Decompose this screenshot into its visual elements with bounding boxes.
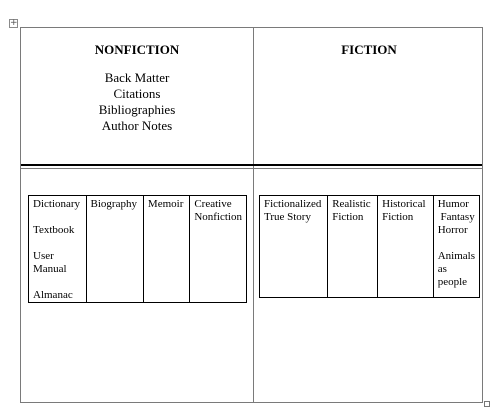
fiction-types-table bbox=[259, 195, 480, 298]
nonfiction-col-memoir bbox=[143, 196, 189, 303]
row-divider-thick bbox=[21, 164, 482, 166]
cell-text: Horror bbox=[437, 224, 468, 236]
cell-text: Historical bbox=[382, 198, 426, 210]
row-divider-thin bbox=[21, 168, 482, 169]
fiction-col-realistic bbox=[328, 196, 378, 298]
nonfiction-item: Citations bbox=[113, 86, 161, 101]
fiction-heading: FICTION bbox=[341, 42, 397, 57]
cell-text: Almanac bbox=[33, 289, 73, 301]
nonfiction-col-reference bbox=[29, 196, 87, 303]
table-move-handle-icon[interactable]: + bbox=[10, 18, 18, 28]
cell-text: Realistic bbox=[332, 198, 371, 210]
cell-text: Fiction bbox=[332, 211, 364, 223]
cell-text: Manual bbox=[33, 263, 67, 275]
cell-text: Biography bbox=[90, 198, 137, 210]
outer-table bbox=[20, 27, 483, 403]
cell-text: Textbook bbox=[33, 224, 75, 236]
cell-text: Memoir bbox=[147, 198, 184, 210]
cell-text: User bbox=[33, 250, 54, 262]
fiction-col-fictionalized bbox=[260, 196, 328, 298]
table-resize-handle[interactable] bbox=[484, 401, 490, 407]
cell-text: Fiction bbox=[382, 211, 414, 223]
cell-text: Creative bbox=[194, 198, 232, 210]
nonfiction-types-table bbox=[28, 195, 247, 303]
fiction-col-historical bbox=[378, 196, 434, 298]
fiction-header-cell bbox=[254, 42, 484, 70]
nonfiction-col-creative bbox=[190, 196, 247, 303]
cell-text: Nonfiction bbox=[194, 211, 242, 223]
nonfiction-item: Back Matter bbox=[104, 70, 170, 85]
nonfiction-item: Bibliographies bbox=[98, 102, 176, 117]
cell-text: Animals bbox=[437, 250, 475, 262]
fiction-col-humor bbox=[433, 196, 479, 298]
nonfiction-heading: NONFICTION bbox=[94, 42, 180, 57]
cell-text: True Story bbox=[264, 211, 311, 223]
cell-text: Fantasy bbox=[437, 211, 475, 223]
nonfiction-header-cell bbox=[21, 42, 253, 134]
cell-text: Fictionalized bbox=[264, 198, 322, 210]
nonfiction-item: Author Notes bbox=[101, 118, 173, 133]
column-divider bbox=[253, 28, 254, 402]
cell-text: Humor bbox=[437, 198, 469, 210]
cell-text: Dictionary bbox=[33, 198, 81, 210]
cell-text: people bbox=[437, 276, 468, 288]
cell-text: as bbox=[437, 263, 447, 275]
nonfiction-col-biography bbox=[86, 196, 143, 303]
